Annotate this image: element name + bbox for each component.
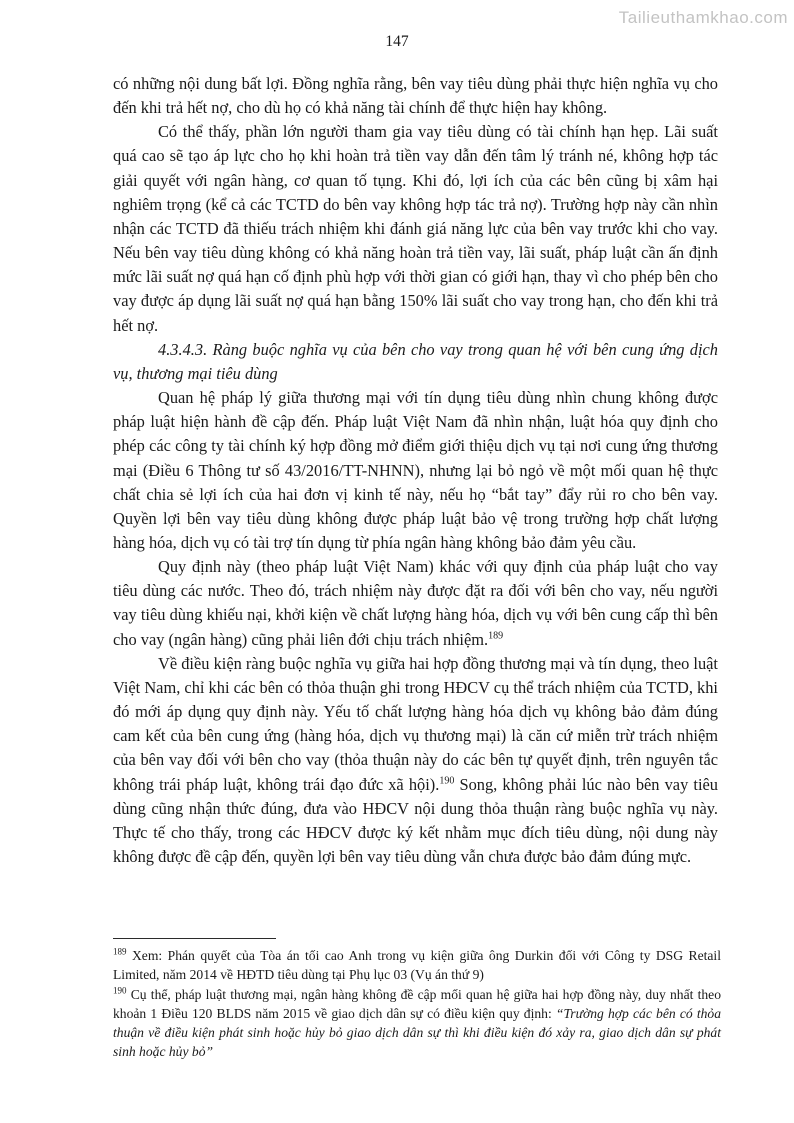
footnotes-section bbox=[113, 938, 721, 1062]
footnote-189 bbox=[113, 946, 721, 985]
body-text bbox=[113, 72, 718, 869]
page-number: 147 bbox=[385, 33, 409, 50]
paragraph-obligation-conditions-part2: Song, không phải lúc nào bên vay tiêu dùng cũng nhận thức đúng, đưa vào HĐCV nội dung thỏa thuận ràng buộc nghĩa vụ này. Thực tế cho thấy, trong các HĐCV được ký kết nhằm mục đích tiêu dùng, nội dung này không được đề cập đến, quyền lợi bên vay tiêu dùng vẫn chưa được bảo đảm đúng mực. bbox=[113, 774, 718, 866]
section-heading-4-3-4-3: 4.3.4.3. Ràng buộc nghĩa vụ của bên cho vay trong quan hệ với bên cung ứng dịch vụ, thương mại tiêu dùng bbox=[113, 339, 718, 383]
watermark: Tailieuthamkhao.com bbox=[618, 8, 788, 27]
paragraph-continuation: có những nội dung bất lợi. Đồng nghĩa rằng, bên vay tiêu dùng phải thực hiện nghĩa vụ cho đến khi trả hết nợ, cho dù họ có khả năng tài chính để thực hiện hay không. bbox=[113, 74, 718, 118]
footnote-separator-rule bbox=[113, 938, 276, 939]
footnote-ref-189: 189 bbox=[488, 630, 504, 642]
footnote-marker-190: 190 bbox=[113, 985, 127, 996]
paragraph-obligation-conditions-part1: Về điều kiện ràng buộc nghĩa vụ giữa hai hợp đồng thương mại và tín dụng, theo luật Việt Nam, chỉ khi các bên có thỏa thuận ghi trong HĐCV cụ thể trách nhiệm của TCTD, khi đó mới áp dụng quy định này. Yếu tố chất lượng hàng hóa dịch vụ không bảo đảm đúng cam kết của bên cung ứng (hàng hóa, dịch vụ thương mại) là căn cứ miễn trừ trách nhiệm của bên vay đối với bên cho vay (thỏa thuận này do các bên tự quyết định, trên nguyên tắc không trái pháp luật, không trái đạo đức xã hội). bbox=[113, 653, 718, 794]
footnote-190 bbox=[113, 985, 721, 1062]
footnote-190-text: Cụ thể, pháp luật thương mại, ngân hàng không đề cập mối quan hệ giữa hai hợp đồng này, duy nhất theo khoản 1 Điều 120 BLDS năm 2015 về giao dịch dân sự có điều kiện quy định: bbox=[113, 986, 722, 1021]
footnote-marker-189: 189 bbox=[113, 946, 127, 957]
paragraph-obligation-conditions bbox=[113, 652, 718, 869]
footnote-ref-190: 190 bbox=[439, 775, 455, 787]
paragraph-regulation-comparison-text: Quy định này (theo pháp luật Việt Nam) khác với quy định của pháp luật cho vay tiêu dùng các nước. Theo đó, trách nhiệm này được đặt ra đối với bên cho vay, nếu người vay tiêu dùng khiếu nại, khởi kiện về chất lượng hàng hóa, dịch vụ với bên cung cấp thì bên cho vay (ngân hàng) cũng phải liên đới chịu trách nhiệm. bbox=[113, 557, 718, 649]
footnote-190-quote: “Trường hợp các bên có thỏa thuận về điều kiện phát sinh hoặc hủy bỏ giao dịch dân sự thì khi điều kiện đó xảy ra, giao dịch dân sự phát sinh hoặc hủy bỏ” bbox=[113, 1005, 721, 1060]
paragraph-legal-relation: Quan hệ pháp lý giữa thương mại với tín dụng tiêu dùng nhìn chung không được pháp luật hiện hành đề cập đến. Pháp luật Việt Nam đã nhìn nhận, luật hóa quy định cho phép các công ty tài chính ký hợp đồng mở điểm giới thiệu dịch vụ tại nơi cung ứng thương mại (Điều 6 Thông tư số 43/2016/TT-NHNN), nhưng lại bỏ ngỏ về một mối quan hệ thực chất chia sẻ lợi ích của hai đơn vị kinh tế này, nếu họ “bắt tay” đẩy rủi ro cho bên vay. Quyền lợi bên vay tiêu dùng không được pháp luật bảo vệ trong trường hợp chất lượng hàng hóa, dịch vụ có tài trợ tín dụng từ phía ngân hàng không bảo đảm yêu cầu. bbox=[113, 388, 718, 552]
paragraph-borrower-analysis: Có thể thấy, phần lớn người tham gia vay tiêu dùng có tài chính hạn hẹp. Lãi suất quá cao sẽ tạo áp lực cho họ khi hoàn trả tiền vay dẫn đến tâm lý tránh né, không hợp tác giải quyết với ngân hàng, cơ quan tố tụng. Khi đó, lợi ích của các bên cũng bị xâm hại nghiêm trọng (kể cả các TCTD do bên vay không hợp tác trả nợ). Trường hợp này cần nhìn nhận các TCTD đã thiếu trách nhiệm khi đánh giá năng lực của bên vay trước khi cho vay. Nếu bên vay tiêu dùng không có khả năng hoàn trả tiền vay, lãi suất, pháp luật cần ấn định mức lãi suất nợ quá hạn cố định phù hợp với thời gian có giới hạn, thay vì cho phép bên cho vay được áp dụng lãi suất nợ quá hạn bằng 150% lãi suất cho vay trong hạn, cho đến khi trả hết nợ. bbox=[113, 122, 718, 335]
paragraph-regulation-comparison bbox=[113, 555, 718, 652]
footnote-189-text: Xem: Phán quyết của Tòa án tối cao Anh trong vụ kiện giữa ông Durkin đối với Công ty DSG Retail Limited, năm 2014 về HĐTD tiêu dùng tại Phụ lục 03 (Vụ án thứ 9) bbox=[113, 948, 721, 983]
